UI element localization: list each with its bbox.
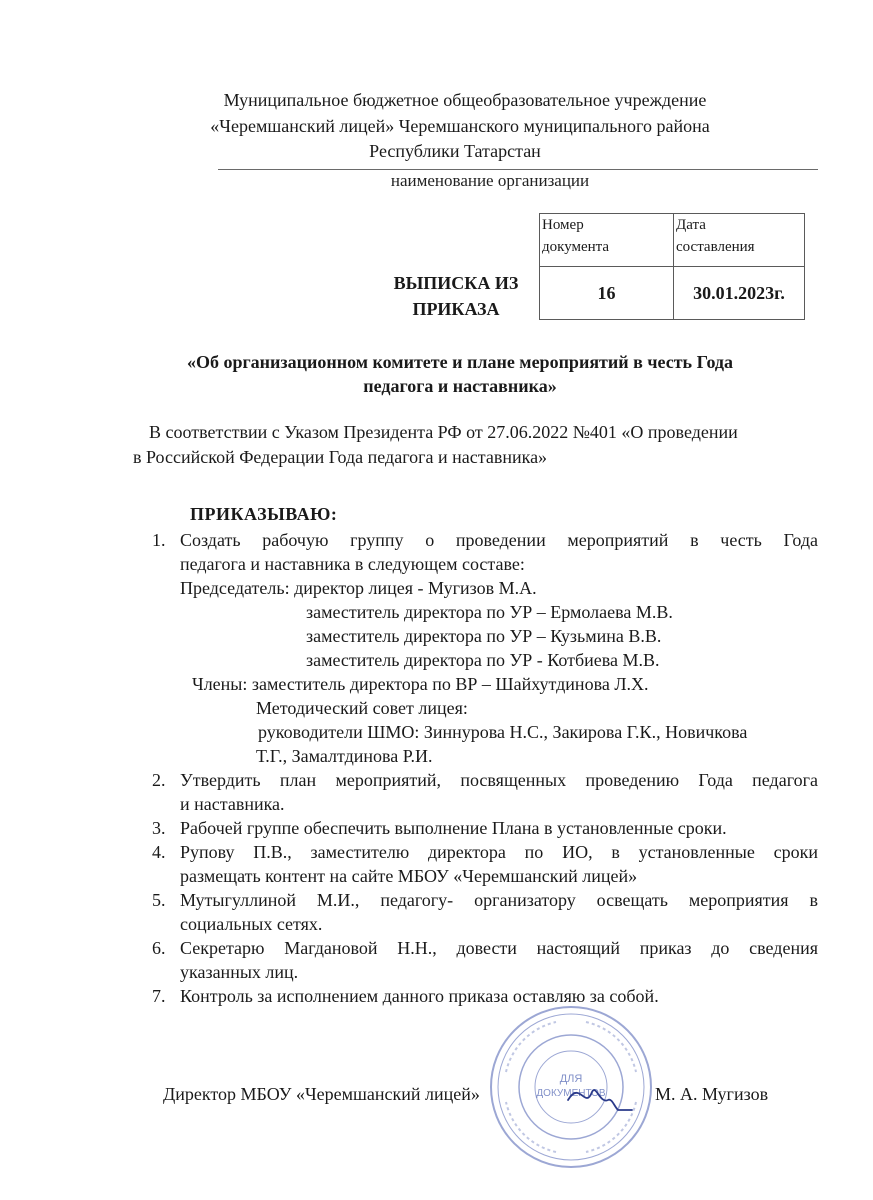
order-item <box>148 816 818 840</box>
order-basis-line-1: В соответствии с Указом Президента РФ от 27.06.2022 №401 «О проведении <box>149 422 738 442</box>
stamp-text-line-2: ДОКУМЕНТОВ <box>536 1088 606 1099</box>
item-text-line: Утвердить план мероприятий, посвященных проведению Года педагога <box>180 770 818 790</box>
org-caption: наименование организации <box>390 171 590 190</box>
order-subject <box>140 350 780 398</box>
heads-line: Т.Г., Замалтдинова Р.И. <box>256 746 433 766</box>
order-item <box>148 936 818 984</box>
item-text-line: Рабочей группе обеспечить выполнение Плана в установленные сроки. <box>180 818 727 838</box>
order-item <box>148 528 818 768</box>
number-header-cell <box>540 214 674 267</box>
order-basis-line-2: в Российской Федерации Года педагога и наставника» <box>133 447 548 467</box>
item-number: 6. <box>152 938 166 958</box>
item-text-line: и наставника. <box>180 794 285 814</box>
heads-line: руководители ШМО: Зиннурова Н.С., Закирова Г.К., Новичкова <box>258 722 748 742</box>
number-header-line-1: Номер <box>542 217 584 233</box>
item-text-line: Создать рабочую группу о проведении мероприятий в честь Года <box>180 530 818 550</box>
item-text-line: Мутыгуллиной М.И., педагогу- организатору освещать мероприятия в <box>180 890 818 910</box>
org-name-line-3: Республики Татарстан <box>369 141 541 161</box>
stamp-text-line-1: ДЛЯ <box>559 1073 583 1085</box>
date-header-line-1: Дата <box>676 217 706 233</box>
order-item <box>148 840 818 888</box>
date-header-line-2: составления <box>676 239 755 255</box>
document-date: 30.01.2023г. <box>674 267 805 320</box>
order-item <box>148 984 818 1008</box>
signatory-name: М. А. Мугизов <box>655 1084 769 1104</box>
handwritten-signature <box>560 1070 640 1120</box>
council-line: Методический совет лицея: <box>256 698 468 718</box>
document-number: 16 <box>540 267 674 320</box>
decree-heading: ПРИКАЗЫВАЮ: <box>190 504 338 524</box>
item-number: 7. <box>152 986 166 1006</box>
document-title-line-2: ПРИКАЗА <box>412 299 500 319</box>
document-title-line-1: ВЫПИСКА ИЗ <box>393 273 519 293</box>
item-text-line: Контроль за исполнением данного приказа оставляю за собой. <box>180 986 659 1006</box>
deputy-line: заместитель директора по УР – Кузьмина В.В. <box>306 626 662 646</box>
members-line: Члены: заместитель директора по ВР – Шайхутдинова Л.Х. <box>192 674 649 694</box>
order-item <box>148 888 818 936</box>
item-number: 5. <box>152 890 166 910</box>
deputy-line: заместитель директора по УР – Ермолаева М.В. <box>306 602 673 622</box>
signatory-position: Директор МБОУ «Черемшанский лицей» <box>163 1084 480 1104</box>
deputy-line: заместитель директора по УР - Котбиева М.В. <box>306 650 660 670</box>
item-number: 2. <box>152 770 166 790</box>
order-subject-line-1: «Об организационном комитете и плане мероприятий в честь Года <box>186 352 734 372</box>
document-meta-table <box>539 213 805 320</box>
org-name-line-1: Муниципальное бюджетное общеобразовательное учреждение <box>223 90 707 110</box>
order-item <box>148 768 818 816</box>
item-text-line: педагога и наставника в следующем составе: <box>180 554 525 574</box>
document-title <box>372 270 540 322</box>
item-text-line: Секретарю Магдановой Н.Н., довести настоящий приказ до сведения <box>180 938 818 958</box>
item-number: 1. <box>152 530 166 550</box>
item-number: 4. <box>152 842 166 862</box>
item-text-line: Рупову П.В., заместителю директора по ИО, в установленные сроки <box>180 842 818 862</box>
order-basis <box>133 420 833 470</box>
org-name-line-2: «Черемшанский лицей» Черемшанского муниципального района <box>210 116 710 136</box>
item-text-line: размещать контент на сайте МБОУ «Черемшанский лицей» <box>180 866 638 886</box>
order-items-list <box>148 528 818 1008</box>
item-text-line: социальных сетях. <box>180 914 323 934</box>
item-text-line: указанных лиц. <box>180 962 299 982</box>
item-number: 3. <box>152 818 166 838</box>
date-header-cell <box>674 214 805 267</box>
chairman-line: Председатель: директор лицея - Мугизов М.А. <box>180 578 537 598</box>
order-subject-line-2: педагога и наставника» <box>363 376 557 396</box>
number-header-line-2: документа <box>542 239 610 255</box>
